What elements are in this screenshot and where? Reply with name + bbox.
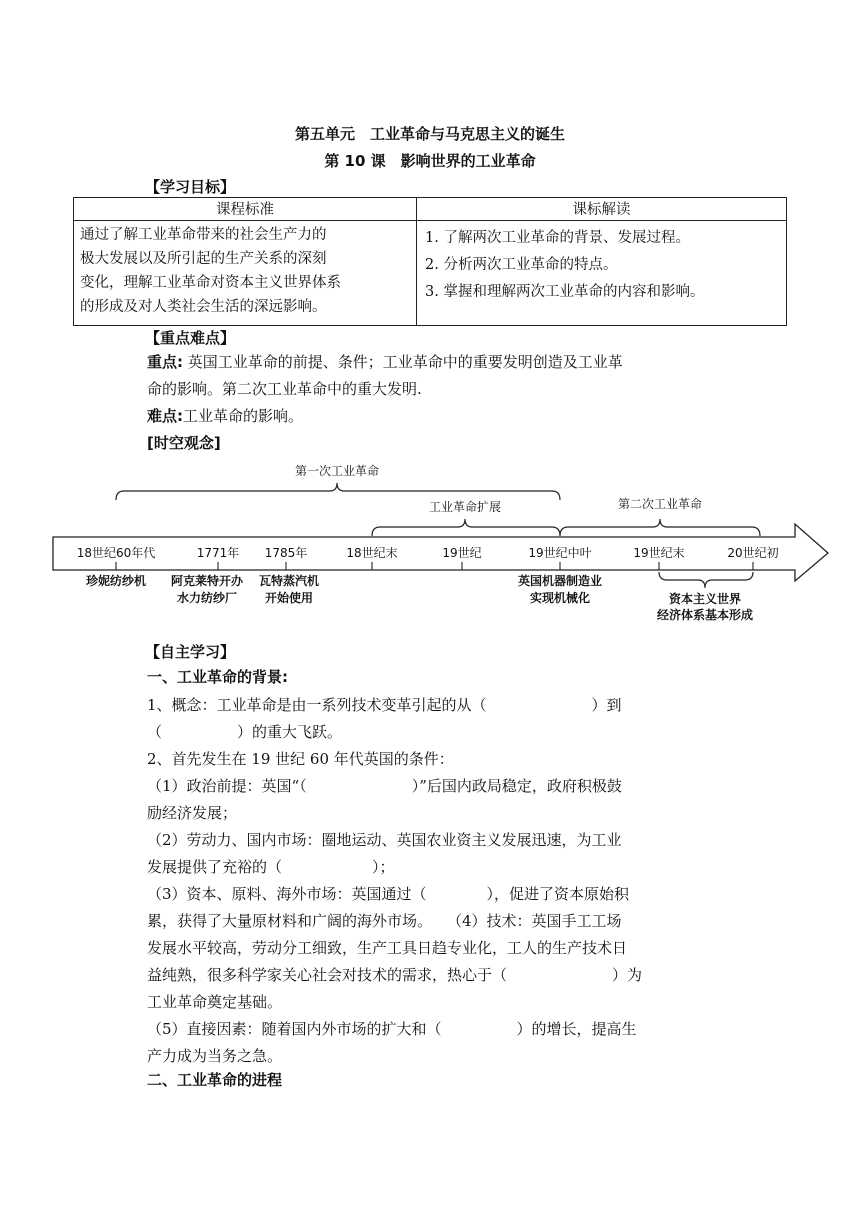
event-label: 水力纺纱厂 <box>176 591 238 605</box>
study-line: （ ）的重大飞跃。 <box>147 723 343 741</box>
key-point-line <box>147 349 712 376</box>
event-label: 资本主义世界 <box>668 592 742 606</box>
standard-cell <box>74 221 417 326</box>
study-line: 产力成为当务之急。 <box>147 1047 283 1065</box>
study-line: （2）劳动力、国内市场：圈地运动、英国农业资主义发展迅速，为工业 <box>147 831 622 849</box>
tick-label: 1771年 <box>196 546 240 560</box>
brace-second <box>560 519 760 536</box>
difficult-text: 工业革命的影响。 <box>183 407 304 425</box>
study-line: 工业革命奠定基础。 <box>147 993 283 1011</box>
study-line: （1）政治前提：英国“（ ）”后国内政局稳定，政府积极鼓 <box>147 777 622 795</box>
goals-table <box>73 197 787 326</box>
study-line: 发展水平较高，劳动分工细致，生产工具日趋专业化，工人的生产技术日 <box>147 939 628 957</box>
standard-line: 的形成及对人类社会生活的深远影响。 <box>80 299 327 315</box>
study-line: 励经济发展； <box>147 804 238 822</box>
goals-heading: 【学习目标】 <box>145 178 236 196</box>
standard-line: 极大发展以及所引起的生产关系的深刻 <box>80 251 327 267</box>
col-header-standard: 课程标准 <box>74 198 417 221</box>
brace-expansion <box>372 519 560 536</box>
tick-label: 20世纪初 <box>727 546 779 560</box>
tick-label: 19世纪中叶 <box>528 546 592 560</box>
key-point-line-2: 命的影响。第二次工业革命中的重大发明. <box>147 380 422 398</box>
lesson-title: 第 10 课 影响世界的工业革命 <box>324 152 536 170</box>
keypoints-heading: 【重点难点】 <box>145 329 236 347</box>
difficult-point-line <box>147 403 712 430</box>
event-label: 开始使用 <box>264 591 314 605</box>
key-label: 重点: <box>147 353 183 371</box>
study-line: （5）直接因素：随着国内外市场的扩大和（ ）的增长，提高生 <box>147 1020 637 1038</box>
interpretation-item: 1. 了解两次工业革命的背景、发展过程。 <box>425 230 690 246</box>
event-label: 珍妮纺纱机 <box>85 574 147 588</box>
event-label: 经济体系基本形成 <box>656 608 754 622</box>
brace-first <box>116 483 560 500</box>
event-label: 瓦特蒸汽机 <box>258 574 320 588</box>
brace-world-system <box>659 572 753 588</box>
event-label: 实现机械化 <box>529 591 591 605</box>
study-line: 发展提供了充裕的（ ）； <box>147 858 395 876</box>
difficult-label: 难点: <box>147 407 183 425</box>
section-background-title: 一、工业革命的背景: <box>147 668 288 686</box>
standard-line: 变化，理解工业革命对资本主义世界体系 <box>80 275 341 291</box>
study-line: 2、首先发生在 19 世纪 60 年代英国的条件： <box>147 750 454 768</box>
study-line: 益纯熟，很多科学家关心社会对技术的需求，热心于（ ）为 <box>147 966 643 984</box>
timeline-arrow <box>53 524 828 581</box>
tick-label: 18世纪末 <box>346 546 398 560</box>
timeline-diagram <box>0 455 860 635</box>
brace-label-expansion: 工业革命扩展 <box>428 500 502 514</box>
key-text: 英国工业革命的前提、条件；工业革命中的重要发明创造及工业革 <box>183 353 623 371</box>
self-study-heading: 【自主学习】 <box>145 643 236 661</box>
interpretation-cell <box>417 221 787 326</box>
event-label: 阿克莱特开办 <box>170 574 244 588</box>
study-line: 累，获得了大量原材料和广阔的海外市场。 （4）技术：英国手工工场 <box>147 912 622 930</box>
unit-title: 第五单元 工业革命与马克思主义的诞生 <box>294 125 565 143</box>
tick-label: 1785年 <box>264 546 308 560</box>
interpretation-item: 3. 掌握和理解两次工业革命的内容和影响。 <box>425 284 705 300</box>
col-header-interpretation: 课标解读 <box>417 198 787 221</box>
study-line: （3）资本、原料、海外市场：英国通过（ ），促进了资本原始积 <box>147 885 630 903</box>
tick-label: 18世纪60年代 <box>76 546 156 560</box>
study-line: 1、概念：工业革命是由一系列技术变革引起的从（ ）到 <box>147 696 622 714</box>
event-label: 英国机器制造业 <box>517 574 603 588</box>
tick-label: 19世纪 <box>442 546 482 560</box>
tick-label: 19世纪末 <box>633 546 685 560</box>
section-process-title: 二、工业革命的进程 <box>147 1071 283 1089</box>
timeline-heading: [时空观念] <box>147 434 221 452</box>
interpretation-item: 2. 分析两次工业革命的特点。 <box>425 257 618 273</box>
standard-line: 通过了解工业革命带来的社会生产力的 <box>80 227 327 243</box>
brace-label-second: 第二次工业革命 <box>617 497 703 511</box>
brace-label-first: 第一次工业革命 <box>294 464 380 478</box>
